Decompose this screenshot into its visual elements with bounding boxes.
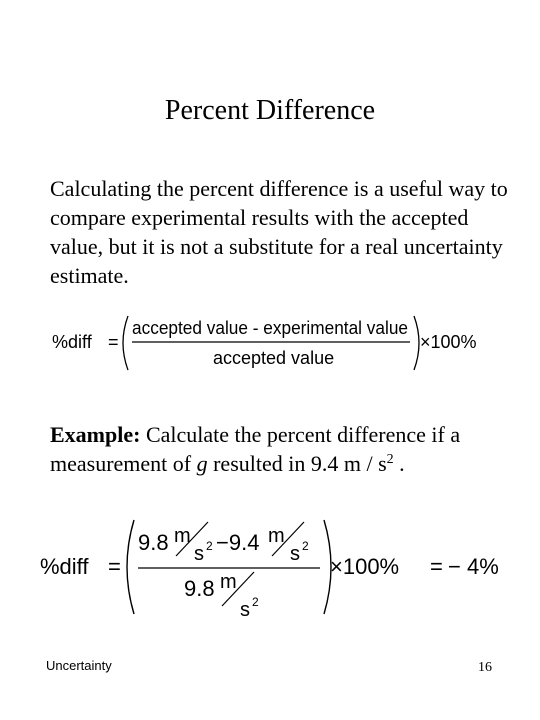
- worked-num-a: 9.8: [138, 530, 169, 555]
- example-end: .: [393, 451, 405, 476]
- example-exponent: 2: [386, 452, 394, 467]
- worked-unit-exp-2: 2: [302, 539, 309, 553]
- formula-left-paren: [123, 316, 128, 370]
- example-paragraph: [50, 420, 520, 478]
- worked-unit-m-2: m: [268, 525, 285, 547]
- worked-equals-2: =: [430, 554, 443, 579]
- worked-unit-m-3: m: [220, 571, 237, 593]
- formula-equals: =: [108, 332, 119, 352]
- worked-den-a: 9.8: [184, 576, 215, 601]
- example-label: Example:: [50, 422, 141, 447]
- formula-lhs: %diff: [52, 332, 92, 352]
- formula-numerator: accepted value - experimental value: [132, 318, 408, 338]
- worked-unit-exp-3: 2: [252, 595, 259, 609]
- worked-unit-s-3: s: [240, 599, 250, 621]
- formula-times: ×100%: [420, 332, 477, 352]
- worked-result: − 4%: [448, 554, 499, 579]
- worked-equation: [36, 510, 506, 630]
- worked-unit-s-1: s: [194, 543, 204, 565]
- worked-lhs: %diff: [40, 554, 89, 579]
- example-text-after: resulted in 9.4 m / s: [207, 451, 387, 476]
- example-variable: g: [196, 451, 208, 476]
- worked-left-paren: [127, 520, 134, 614]
- page-number: 16: [478, 660, 492, 675]
- example-text-before: Calculate the percent difference if a measurement of: [50, 422, 461, 476]
- worked-minus: −9.4: [216, 530, 260, 555]
- formula-denominator: accepted value: [213, 348, 335, 368]
- percent-diff-formula: [38, 308, 498, 378]
- footer-label: Uncertainty: [46, 658, 112, 673]
- intro-paragraph: Calculating the percent difference is a useful way to compare experimental results with the accepted value, but it is not a substitute for a real uncertainty estimate.: [50, 176, 508, 288]
- worked-unit-s-2: s: [290, 543, 300, 565]
- worked-unit-m-1: m: [174, 525, 191, 547]
- formula-right-paren: [414, 316, 419, 370]
- worked-equals-1: =: [108, 554, 121, 579]
- worked-times: ×100%: [330, 554, 400, 579]
- worked-unit-exp-1: 2: [206, 539, 213, 553]
- slide-title: Percent Difference: [164, 95, 376, 126]
